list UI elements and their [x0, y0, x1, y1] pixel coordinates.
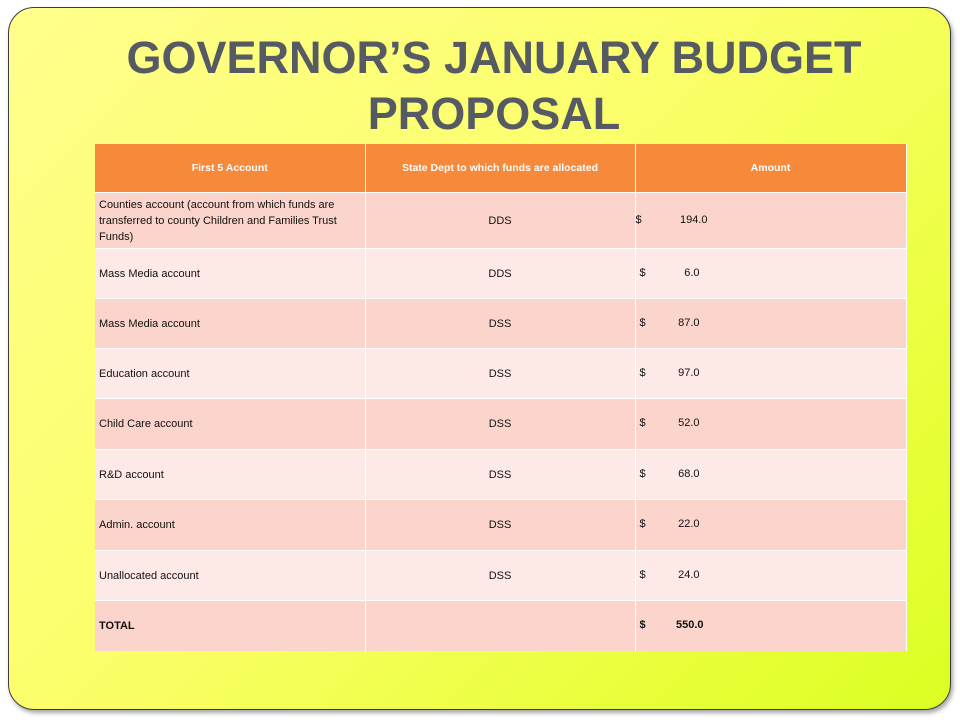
table-row [95, 193, 906, 249]
total-label: TOTAL [95, 601, 365, 651]
dept-cell: DSS [365, 551, 635, 601]
account-cell: Admin. account [95, 500, 365, 551]
total-row [95, 601, 906, 651]
amount-cell [635, 551, 906, 601]
amount-cell [635, 193, 906, 249]
table-row [95, 349, 906, 399]
amount-cell [635, 249, 906, 299]
amount-cell [635, 349, 906, 399]
slide-background [8, 7, 951, 710]
currency-symbol: $ [639, 618, 646, 631]
amount-value: 194.0 [679, 213, 708, 226]
currency-symbol: $ [639, 417, 646, 429]
account-cell: Education account [95, 349, 365, 399]
account-cell: Child Care account [95, 399, 365, 450]
table-row [95, 249, 906, 299]
table-row [95, 450, 906, 500]
currency-symbol: $ [639, 518, 646, 530]
dept-cell: DDS [365, 193, 635, 249]
amount-cell [635, 500, 906, 551]
dept-cell: DDS [365, 249, 635, 299]
account-cell: R&D account [95, 450, 365, 500]
account-cell: Unallocated account [95, 551, 365, 601]
table-row [95, 500, 906, 551]
currency-symbol: $ [635, 213, 642, 226]
amount-value: 87.0 [678, 316, 700, 329]
amount-value: 6.0 [684, 266, 700, 279]
table-row [95, 551, 906, 601]
table-header-row [95, 144, 906, 193]
amount-value: 68.0 [678, 467, 700, 480]
amount-value: 24.0 [678, 568, 700, 581]
currency-symbol: $ [639, 316, 646, 329]
header-account: First 5 Account [95, 144, 365, 193]
currency-symbol: $ [639, 568, 646, 581]
account-cell: Counties account (account from which funds are transferred to county Children and Families Trust Funds) [95, 193, 365, 249]
currency-symbol: $ [639, 266, 646, 279]
account-cell: Mass Media account [95, 249, 365, 299]
total-dept-cell [365, 601, 635, 651]
dept-cell: DSS [365, 500, 635, 551]
header-amount: Amount [635, 144, 906, 193]
account-cell: Mass Media account [95, 299, 365, 349]
dept-cell: DSS [365, 299, 635, 349]
budget-table [95, 144, 907, 651]
amount-cell [635, 399, 906, 450]
total-amount-cell [635, 601, 906, 651]
table-row [95, 299, 906, 349]
amount-cell [635, 450, 906, 500]
amount-value: 22.0 [678, 518, 700, 530]
dept-cell: DSS [365, 450, 635, 500]
amount-value: 52.0 [678, 417, 700, 429]
total-amount-value: 550.0 [675, 618, 704, 631]
dept-cell: DSS [365, 349, 635, 399]
slide-title: GOVERNOR’S JANUARY BUDGET PROPOSAL [126, 32, 862, 139]
currency-symbol: $ [639, 366, 646, 379]
table-row [95, 399, 906, 450]
dept-cell: DSS [365, 399, 635, 450]
amount-cell [635, 299, 906, 349]
header-dept: State Dept to which funds are allocated [365, 144, 635, 193]
currency-symbol: $ [639, 467, 646, 480]
amount-value: 97.0 [678, 366, 700, 379]
